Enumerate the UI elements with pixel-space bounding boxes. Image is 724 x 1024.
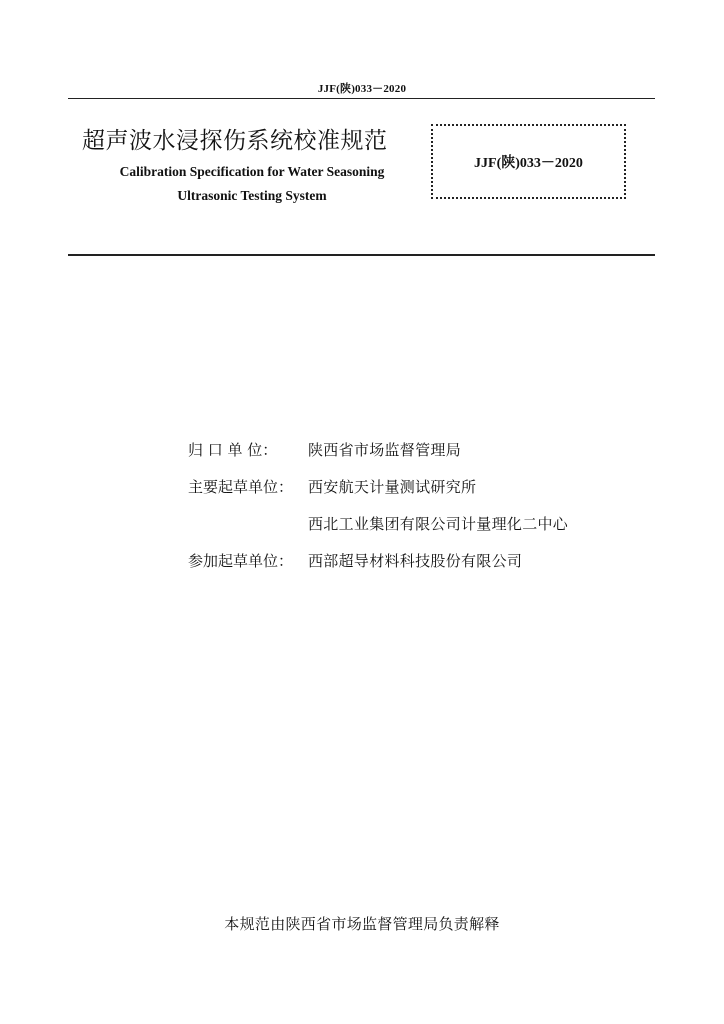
organizations-block <box>188 431 628 579</box>
org-row-participating-drafter <box>188 542 628 579</box>
standard-code-box-text: JJF(陕)033－2020 <box>474 155 583 171</box>
document-title-en-line2: Ultrasonic Testing System <box>177 188 327 203</box>
document-title-cn: 超声波水浸探伤系统校准规范 <box>82 128 388 154</box>
org-value-responsible: 陕西省市场监督管理局 <box>308 441 462 459</box>
org-label-responsible: 归 口 单 位： <box>188 441 278 459</box>
interpretation-note: 本规范由陕西省市场监督管理局负责解释 <box>224 915 500 933</box>
org-value-participating-drafter: 西部超导材料科技股份有限公司 <box>308 552 523 570</box>
org-value-main-drafter-1: 西安航天计量测试研究所 <box>308 478 477 496</box>
header-rule <box>68 98 655 99</box>
org-label-participating-drafter: 参加起草单位： <box>188 552 294 570</box>
document-title-en <box>82 160 422 208</box>
org-row-main-drafter <box>188 468 628 505</box>
org-value-main-drafter-2: 西北工业集团有限公司计量理化二中心 <box>308 515 569 533</box>
header-standard-code: JJF(陕)033－2020 <box>317 83 407 95</box>
org-row-main-drafter-cont <box>188 505 628 542</box>
document-title-en-line1: Calibration Specification for Water Seasoning <box>119 164 385 179</box>
org-label-main-drafter: 主要起草单位： <box>188 478 294 496</box>
title-divider-rule <box>68 254 655 256</box>
standard-code-box <box>431 124 626 199</box>
org-row-responsible <box>188 431 628 468</box>
